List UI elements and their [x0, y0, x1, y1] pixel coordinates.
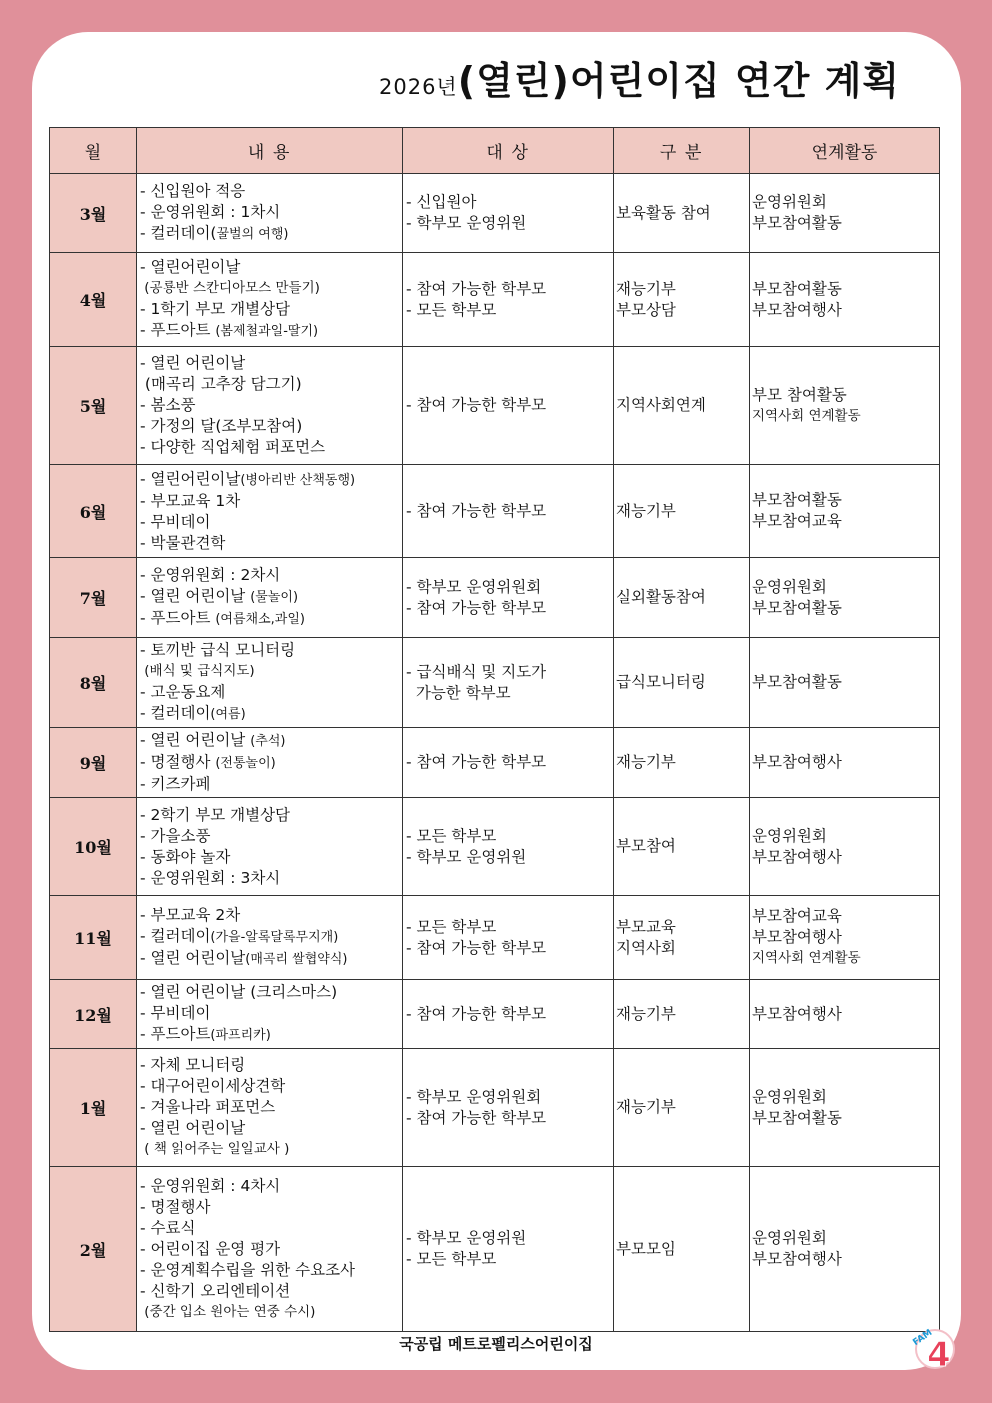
target-line: 가능한 학부모 — [406, 683, 511, 702]
category-cell — [614, 896, 750, 980]
month-cell: 1월 — [50, 1049, 137, 1167]
category-cell — [614, 253, 750, 347]
target-line: - 모든 학부모 — [406, 1250, 497, 1268]
target-cell — [403, 1167, 614, 1332]
category-line: 재능기부 — [616, 279, 676, 298]
content-text: - 푸드아트 — [140, 609, 216, 627]
content-text: - 푸드아트 — [140, 1025, 211, 1043]
category-line: 부모모임 — [616, 1239, 676, 1258]
content-line: - 박물관견학 — [140, 533, 226, 552]
month-cell: 8월 — [50, 638, 137, 728]
content-cell — [137, 728, 403, 798]
content-text: - 명절행사 — [140, 753, 216, 771]
linked-line: 부모참여교육 — [752, 907, 842, 925]
content-cell — [137, 896, 403, 980]
content-line — [140, 1024, 400, 1046]
target-cell — [403, 728, 614, 798]
target-cell — [403, 798, 614, 896]
linked-activity-cell — [750, 558, 940, 638]
target-cell — [403, 174, 614, 253]
content-line — [140, 320, 400, 342]
linked-line: 지역사회 연계활동 — [752, 950, 861, 966]
table-row-feb — [50, 1167, 940, 1332]
content-line: - 부모교육 1차 — [140, 491, 241, 510]
linked-activity-cell — [750, 728, 940, 798]
content-note: (가을-알록달록무지개) — [210, 930, 339, 945]
linked-activity-cell — [750, 638, 940, 728]
target-line: - 참여 가능한 학부모 — [406, 396, 547, 414]
table-body — [50, 174, 940, 1332]
target-line: - 모든 학부모 — [406, 826, 497, 845]
target-line: - 모든 학부모 — [406, 917, 497, 936]
table-row-oct — [50, 798, 940, 896]
linked-line: 부모참여행사 — [752, 1004, 842, 1023]
linked-line: 부모참여활동 — [752, 673, 842, 691]
logo-brand-text: FAM — [911, 1327, 935, 1349]
content-line: - 열린 어린이날 — [140, 354, 246, 372]
content-line: - 열린 어린이날 (크리스마스) — [140, 983, 338, 1001]
content-note: 꿀벌의 여행) — [216, 227, 289, 242]
linked-activity-cell — [750, 174, 940, 253]
category-line: 지역사회 — [616, 938, 676, 957]
content-cell — [137, 1167, 403, 1332]
month-cell: 12월 — [50, 980, 137, 1049]
table-row-jan — [50, 1049, 940, 1167]
category-line: 재능기부 — [616, 753, 676, 771]
content-line: - 운영위원회 : 1차시 — [140, 203, 281, 221]
category-line: 급식모니터링 — [616, 673, 706, 691]
month-cell: 7월 — [50, 558, 137, 638]
content-line: - 대구어린이세상견학 — [140, 1077, 286, 1095]
target-line: - 참여 가능한 학부모 — [406, 279, 547, 298]
category-line: 부모참여 — [616, 837, 676, 855]
content-note: (추석) — [250, 734, 286, 749]
month-cell: 4월 — [50, 253, 137, 347]
linked-line: 운영위원회 — [752, 577, 827, 596]
linked-line: 부모 참여활동 — [752, 385, 847, 404]
content-line: - 가을소풍 — [140, 826, 211, 845]
content-cell — [137, 558, 403, 638]
content-line — [140, 730, 400, 752]
content-line: - 열린어린이날 — [140, 258, 241, 276]
content-line — [140, 469, 400, 491]
content-line: - 자체 모니터링 — [140, 1056, 246, 1074]
linked-line: 부모참여행사 — [752, 300, 842, 319]
target-line: - 신입원아 — [406, 193, 477, 211]
header-category: 구 분 — [614, 128, 750, 174]
content-note: (여름) — [210, 707, 246, 722]
category-line: 지역사회연계 — [616, 396, 706, 414]
content-text: - 컬러데이 — [140, 704, 211, 722]
target-cell — [403, 638, 614, 728]
target-line: - 급식배식 및 지도가 — [406, 662, 547, 681]
header-content: 내 용 — [137, 128, 403, 174]
fam4-logo — [910, 1322, 960, 1372]
content-line: - 가정의 달(조부모참여) — [140, 417, 303, 435]
category-line: 재능기부 — [616, 1098, 676, 1116]
category-line: 부모상담 — [616, 300, 676, 319]
linked-line: 운영위원회 — [752, 1087, 827, 1106]
target-line: - 학부모 운영위원회 — [406, 577, 542, 596]
target-line: - 참여 가능한 학부모 — [406, 753, 547, 771]
content-line: (매곡리 고추장 담그기) — [140, 375, 302, 393]
content-line: - 운영위원회 : 3차시 — [140, 868, 281, 887]
target-line: - 학부모 운영위원 — [406, 847, 527, 866]
annual-plan-table — [49, 127, 940, 1332]
month-cell: 2월 — [50, 1167, 137, 1332]
content-text: - 열린 어린이날 — [140, 587, 251, 605]
content-line: - 무비데이 — [140, 1004, 211, 1022]
target-line: - 참여 가능한 학부모 — [406, 598, 547, 617]
target-cell — [403, 558, 614, 638]
category-cell — [614, 558, 750, 638]
linked-activity-cell — [750, 465, 940, 558]
linked-line: 부모참여활동 — [752, 598, 842, 617]
category-cell — [614, 1167, 750, 1332]
content-line: - 1학기 부모 개별상담 — [140, 300, 291, 318]
content-line: - 동화야 놀자 — [140, 847, 231, 866]
target-line: - 참여 가능한 학부모 — [406, 501, 547, 520]
linked-line: 지역사회 연계활동 — [752, 407, 861, 424]
linked-line: 부모참여행사 — [752, 847, 842, 866]
linked-line: 부모참여교육 — [752, 512, 842, 530]
content-text: - 컬러데이( — [140, 224, 217, 242]
title-year: 2026년 — [378, 75, 458, 99]
content-line: - 겨울나라 퍼포먼스 — [140, 1098, 276, 1116]
category-cell — [614, 638, 750, 728]
category-cell — [614, 465, 750, 558]
content-line: - 신입원아 적응 — [140, 182, 246, 200]
content-line: - 명절행사 — [140, 1197, 211, 1216]
header-target: 대 상 — [403, 128, 614, 174]
category-cell — [614, 347, 750, 465]
month-cell: 5월 — [50, 347, 137, 465]
content-line: - 운영위원회 : 4차시 — [140, 1176, 281, 1195]
category-cell — [614, 174, 750, 253]
title-text: (열린)어린이집 연간 계획 — [457, 59, 900, 103]
linked-line: 부모참여활동 — [752, 279, 842, 298]
category-cell — [614, 1049, 750, 1167]
content-text: - 열린 어린이날 — [140, 731, 251, 749]
category-line: 보육활동 참여 — [616, 203, 711, 222]
linked-line: 부모참여행사 — [752, 928, 842, 946]
content-line: - 운영위원회 : 2차시 — [140, 566, 281, 584]
table-row-may — [50, 347, 940, 465]
target-line: - 학부모 운영위원회 — [406, 1087, 542, 1106]
content-line — [140, 752, 400, 774]
linked-line: 운영위원회 — [752, 826, 827, 845]
category-line: 재능기부 — [616, 501, 676, 520]
table-row-mar — [50, 174, 940, 253]
table-row-jul — [50, 558, 940, 638]
header-month: 월 — [50, 128, 137, 174]
category-cell — [614, 798, 750, 896]
month-cell: 10월 — [50, 798, 137, 896]
table-header-row — [50, 128, 940, 174]
linked-activity-cell — [750, 1167, 940, 1332]
linked-line: 부모참여행사 — [752, 1250, 842, 1268]
content-line: - 키즈카페 — [140, 775, 211, 793]
target-cell — [403, 980, 614, 1049]
target-cell — [403, 253, 614, 347]
month-cell: 3월 — [50, 174, 137, 253]
content-line: (배식 및 급식지도) — [140, 663, 255, 679]
content-text: - 컬러데이 — [140, 927, 211, 945]
content-text: - 열린어린이날 — [140, 469, 241, 488]
content-line: - 운영계획수립을 위한 수요조사 — [140, 1260, 356, 1279]
linked-line: 부모참여활동 — [752, 1108, 842, 1127]
content-note: (파프리카) — [210, 1028, 271, 1043]
target-cell — [403, 465, 614, 558]
content-note: (매곡리 쌀협약식) — [245, 952, 348, 967]
linked-activity-cell — [750, 798, 940, 896]
content-line: - 2학기 부모 개별상담 — [140, 805, 291, 824]
content-line — [140, 948, 400, 970]
content-line: - 봄소풍 — [140, 396, 196, 414]
content-line: (공룡반 스칸디아모스 만들기) — [140, 280, 320, 296]
linked-line: 운영위원회 — [752, 193, 827, 211]
content-line: - 수료식 — [140, 1218, 196, 1237]
content-note: (봄제철과일-딸기) — [215, 324, 319, 339]
linked-line: 운영위원회 — [752, 1229, 827, 1247]
month-cell: 9월 — [50, 728, 137, 798]
content-line: - 열린 어린이날 — [140, 1119, 246, 1137]
table-row-jun — [50, 465, 940, 558]
content-cell — [137, 980, 403, 1049]
logo-number: 4 — [927, 1335, 951, 1372]
linked-line: 부모참여활동 — [752, 491, 842, 509]
content-cell — [137, 253, 403, 347]
content-line — [140, 586, 400, 608]
category-line: 부모교육 — [616, 917, 676, 936]
content-line: ( 책 읽어주는 일일교사 ) — [140, 1141, 290, 1157]
target-cell — [403, 347, 614, 465]
month-cell: 11월 — [50, 896, 137, 980]
content-cell — [137, 465, 403, 558]
content-line — [140, 223, 400, 245]
target-cell — [403, 896, 614, 980]
target-line: - 참여 가능한 학부모 — [406, 1004, 547, 1023]
content-cell — [137, 798, 403, 896]
content-cell — [137, 1049, 403, 1167]
content-line — [140, 608, 400, 630]
category-line: 재능기부 — [616, 1004, 676, 1023]
table-row-sep — [50, 728, 940, 798]
table-row-nov — [50, 896, 940, 980]
target-line: - 학부모 운영위원 — [406, 214, 527, 232]
target-line: - 참여 가능한 학부모 — [406, 938, 547, 957]
header-linked-activity: 연계활동 — [750, 128, 940, 174]
content-line: - 다양한 직업체험 퍼포먼스 — [140, 438, 326, 456]
table-row-aug — [50, 638, 940, 728]
content-note: (여름채소,과일) — [215, 612, 305, 627]
category-line: 실외활동참여 — [616, 588, 706, 606]
content-text: - 열린 어린이날 — [140, 949, 246, 967]
content-line: - 토끼반 급식 모니터링 — [140, 641, 296, 659]
content-note: (전통놀이) — [215, 756, 276, 771]
table-row-apr — [50, 253, 940, 347]
content-line: - 부모교육 2차 — [140, 906, 241, 924]
target-line: - 참여 가능한 학부모 — [406, 1108, 547, 1127]
linked-activity-cell — [750, 347, 940, 465]
content-cell — [137, 174, 403, 253]
linked-activity-cell — [750, 980, 940, 1049]
content-line: - 어린이집 운영 평가 — [140, 1239, 281, 1258]
content-line: - 고운동요제 — [140, 683, 226, 701]
content-line: - 무비데이 — [140, 512, 211, 531]
linked-activity-cell — [750, 896, 940, 980]
content-line: - 신학기 오리엔테이션 — [140, 1281, 291, 1300]
content-cell — [137, 638, 403, 728]
category-cell — [614, 728, 750, 798]
content-note: (병아리반 산책동행) — [240, 472, 356, 488]
linked-activity-cell — [750, 253, 940, 347]
linked-line: 부모참여행사 — [752, 753, 842, 771]
target-cell — [403, 1049, 614, 1167]
content-note: (물놀이) — [250, 590, 299, 605]
target-line: - 학부모 운영위원 — [406, 1229, 527, 1247]
page-title — [379, 50, 900, 105]
category-cell — [614, 980, 750, 1049]
content-line — [140, 703, 400, 725]
linked-line: 부모참여활동 — [752, 214, 842, 232]
month-cell: 6월 — [50, 465, 137, 558]
footer-daycare-name: 국공립 메트로펠리스어린이집 — [399, 1335, 593, 1353]
content-line — [140, 926, 400, 948]
content-line: (중간 입소 원아는 연중 수시) — [140, 1303, 316, 1320]
table-row-dec — [50, 980, 940, 1049]
target-line: - 모든 학부모 — [406, 300, 497, 319]
content-cell — [137, 347, 403, 465]
content-text: - 푸드아트 — [140, 321, 216, 339]
linked-activity-cell — [750, 1049, 940, 1167]
